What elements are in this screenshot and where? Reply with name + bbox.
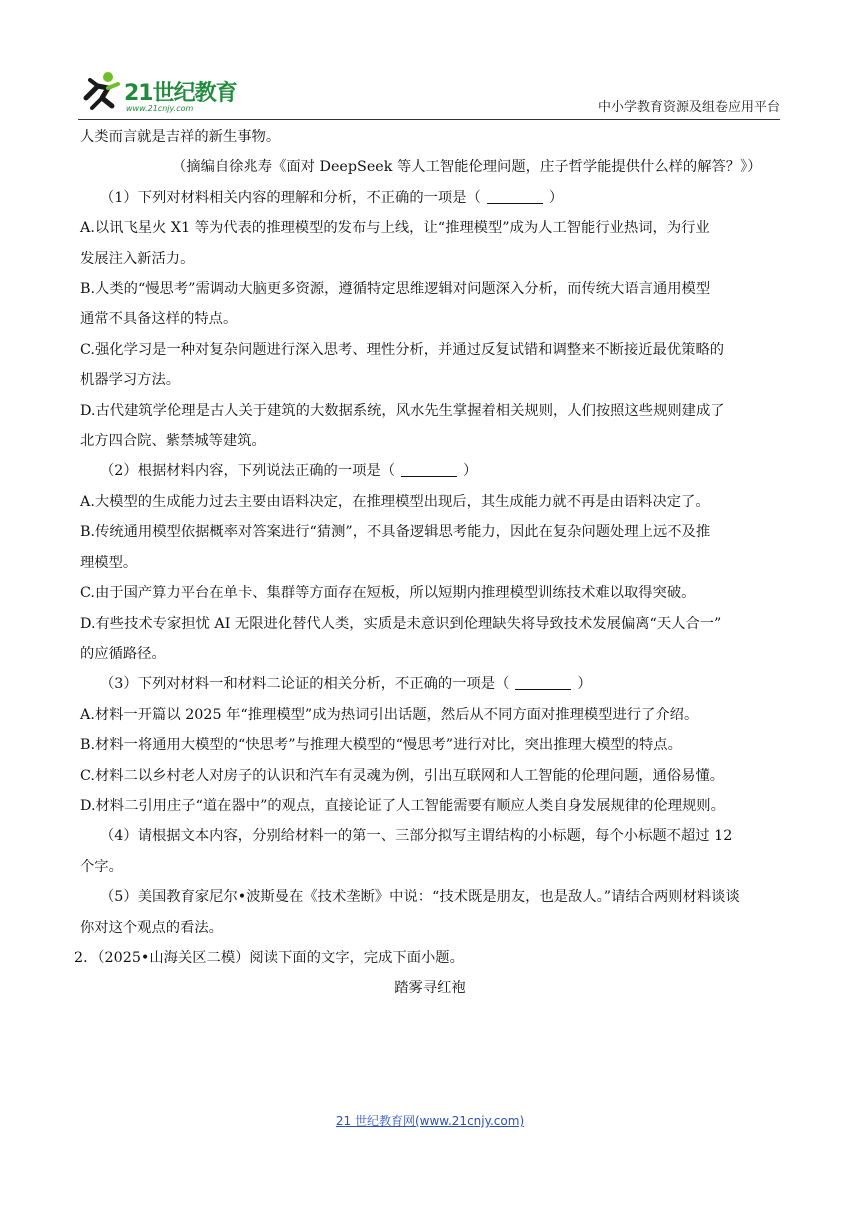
logo-text: 21世纪教育 [124, 81, 237, 106]
logo-url: www.21cnjy.com [126, 104, 194, 113]
question-5-cont: 你对这个观点的看法。 [80, 919, 223, 936]
option-d: D.古代建筑学伦理是古人关于建筑的大数据系统，风水先生掌握着相关规则，人们按照这些规则建成了 [80, 402, 725, 419]
runner-icon [78, 68, 126, 114]
page-footer [0, 1112, 860, 1129]
option-d: D.材料二引用庄子“道在器中”的观点，直接论证了人工智能需要有顺应人类自身发展规律的伦理规则。 [80, 797, 725, 814]
option-b: B.材料一将通用大模型的“快思考”与推理大模型的“慢思考”进行对比，突出推理大模型的特点。 [80, 737, 682, 754]
platform-name: 中小学教育资源及组卷应用平台 [597, 100, 780, 115]
option-d-cont: 的应循路径。 [80, 645, 166, 662]
source-citation: （摘编自徐兆寿《面对 DeepSeek 等人工智能伦理问题，庄子哲学能提供什么样的解答？》） [172, 159, 762, 176]
header-divider [78, 119, 780, 120]
option-d: D.有些技术专家担忧 AI 无限进化替代人类，实质是未意识到伦理缺失将导致技术发展偏离“天人合一” [80, 615, 722, 632]
option-a-cont: 发展注入新活力。 [80, 250, 195, 267]
question-4-cont: 个字。 [80, 858, 123, 875]
footer-link[interactable]: 21 世纪教育网(www.21cnjy.com) [335, 1114, 525, 1128]
option-c: C.强化学习是一种对复杂问题进行深入思考、理性分析，并通过反复试错和调整来不断接近最优策略的 [80, 341, 725, 358]
passage-title: 踏雾寻红袍 [394, 980, 466, 997]
answer-blank[interactable] [515, 675, 571, 690]
option-a: A.材料一开篇以 2025 年“推理模型”成为热词引出话题，然后从不同方面对推理模型进行了介绍。 [80, 706, 699, 723]
option-a: A.大模型的生成能力过去主要由语料决定，在推理模型出现后，其生成能力就不再是由语料决定了。 [80, 493, 710, 510]
option-a: A.以讯飞星火 X1 等为代表的推理模型的发布与上线，让“推理模型”成为人工智能行业热词，为行业 [80, 220, 710, 237]
option-b: B.传统通用模型依据概率对答案进行“猜测”，不具备逻辑思考能力，因此在复杂问题处理上远不及推 [80, 524, 711, 541]
document-body [74, 122, 780, 1004]
site-logo[interactable] [78, 68, 258, 114]
option-b-cont: 通常不具备这样的特点。 [80, 311, 238, 328]
option-b-cont: 理模型。 [80, 554, 138, 571]
question-1: （1）下列对材料相关内容的理解和分析，不正确的一项是（ ） [100, 189, 564, 206]
page-header [78, 68, 780, 118]
option-c-cont: 机器学习方法。 [80, 372, 181, 389]
question-4: （4）请根据文本内容，分别给材料一的第一、三部分拟写主谓结构的小标题，每个小标题不超过 12 [100, 828, 733, 845]
answer-blank[interactable] [487, 189, 543, 204]
answer-blank[interactable] [401, 462, 457, 477]
option-c: C.材料二以乡村老人对房子的认识和汽车有灵魂为例，引出互联网和人工智能的伦理问题，通俗易懂。 [80, 767, 725, 784]
option-b: B.人类的“慢思考”需调动大脑更多资源，遵循特定思维逻辑对问题深入分析，而传统大语言通用模型 [80, 281, 711, 298]
next-question-heading: 2．（2025•山海关区二模）阅读下面的文字，完成下面小题。 [74, 949, 464, 966]
text-line: 人类而言就是吉祥的新生事物。 [80, 129, 281, 145]
question-3: （3）下列对材料一和材料二论证的相关分析，不正确的一项是（ ） [100, 676, 592, 693]
option-c: C.由于国产算力平台在单卡、集群等方面存在短板，所以短期内推理模型训练技术难以取得突破。 [80, 585, 696, 602]
question-2: （2）根据材料内容，下列说法正确的一项是（ ） [100, 463, 478, 480]
option-d-cont: 北方四合院、紫禁城等建筑。 [80, 433, 266, 450]
question-5: （5）美国教育家尼尔•波斯曼在《技术垄断》中说：“技术既是朋友，也是敌人。”请结合两则材料谈谈 [100, 889, 740, 906]
